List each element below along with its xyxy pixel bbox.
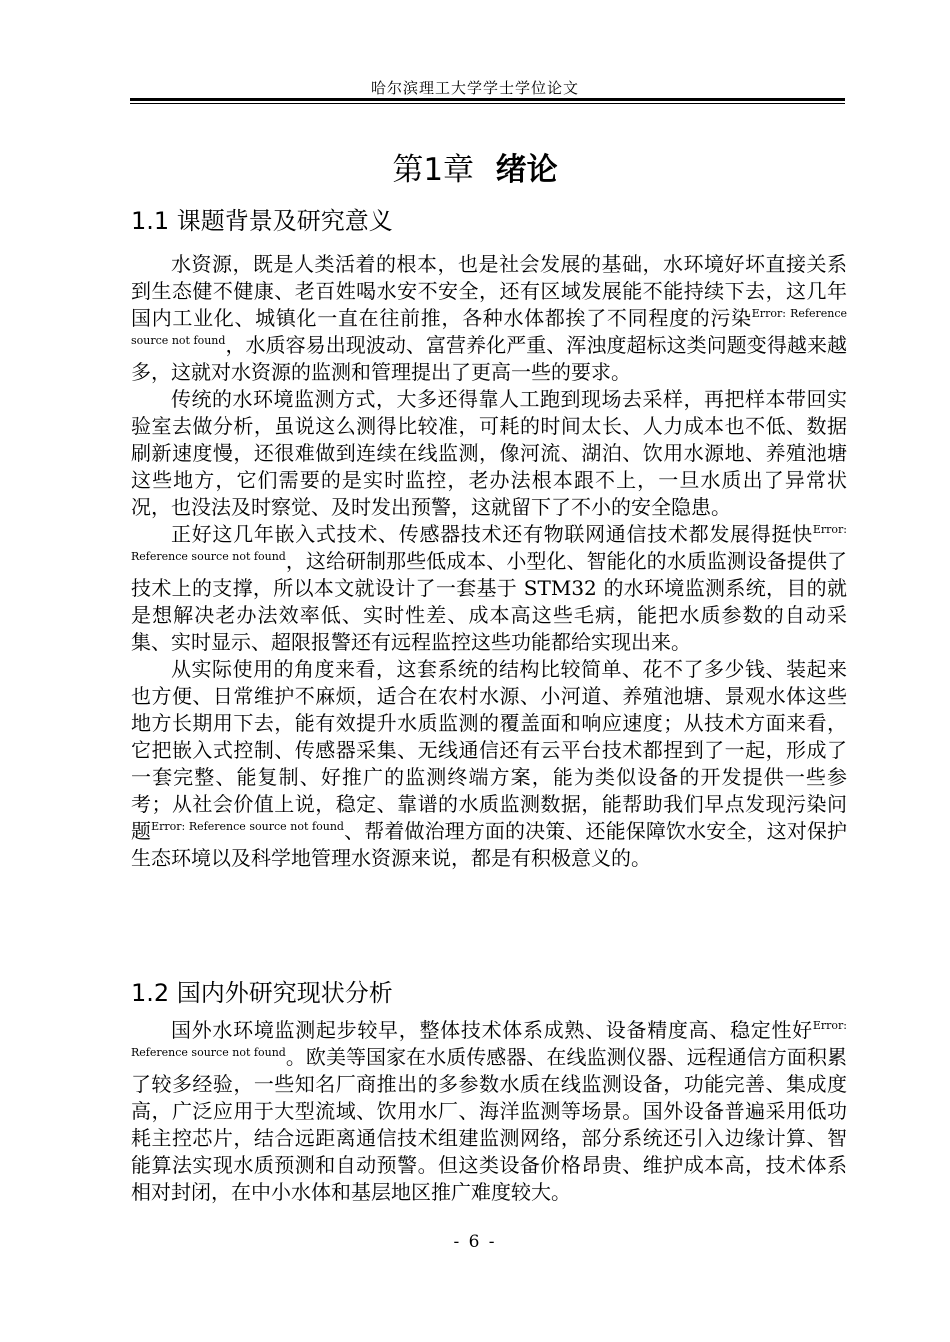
paragraph — [131, 656, 847, 872]
reference-error: Error: Reference source not found — [131, 523, 847, 563]
section-heading-1-1: 1.1 课题背景及研究意义 — [131, 207, 393, 235]
reference-error: Error: Reference source not found — [131, 307, 847, 347]
header-rule-thick — [130, 98, 845, 101]
paragraph-text: ，水质容易出现波动、富营养化严重、浑浊度超标这类问题变得越来越多，这就对水资源的监测和管理提出了更高一些的要求。 — [131, 333, 848, 384]
paragraph-text: 正好这几年嵌入式技术、传感器技术还有物联网通信技术都发展得挺快 — [171, 522, 813, 546]
paragraph-text: ，这给研制那些低成本、小型化、智能化的水质监测设备提供了技术上的支撑，所以本文就设计了一套基于 STM32 的水环境监测系统，目的就是想解决老办法效率低、实时性差、成本高这些毛病，能把水质参数的自动采集、实时显示、超限报警还有远程监控这些功能都给实现出来。 — [131, 549, 847, 654]
chapter-name: 绪论 — [495, 152, 558, 188]
paragraph-text: 。欧美等国家在水质传感器、在线监测仪器、远程通信方面积累了较多经验，一些知名厂商推出的多参数水质在线监测设备，功能完善、集成度高，广泛应用于大型流域、饮用水厂、海洋监测等场景。国外设备普遍采用低功耗主控芯片，结合远距离通信技术组建监测网络，部分系统还引入边缘计算、智能算法实现水质预测和自动预警。但这类设备价格昂贵、维护成本高，技术体系相对封闭，在中小水体和基层地区推广难度较大。 — [131, 1045, 847, 1204]
paragraph — [131, 251, 847, 386]
paragraph-text: 从实际使用的角度来看，这套系统的结构比较简单、花不了多少钱、装起来也方便、日常维护不麻烦，适合在农村水源、小河道、养殖池塘、景观水体这些地方长期用下去，能有效提升水质监测的覆盖面和响应速度；从技术方面来看，它把嵌入式控制、传感器采集、无线通信还有云平台技术都捏到了一起，形成了一套完整、能复制、好推广的监测终端方案，能为类似设备的开发提供一些参考；从社会价值上说，稳定、靠谱的水质监测数据，能帮助我们早点发现污染问题 — [131, 657, 847, 843]
paragraph-text: 国外水环境监测起步较早，整体技术体系成熟、设备精度高、稳定性好 — [171, 1018, 813, 1042]
paragraph — [131, 1017, 847, 1206]
paragraph-text: 、帮着做治理方面的决策、还能保障饮水安全，这对保护生态环境以及科学地管理水资源来说，都是有积极意义的。 — [131, 819, 848, 870]
chapter-number: 第1章 — [392, 152, 475, 188]
paragraph: 传统的水环境监测方式，大多还得靠人工跑到现场去采样，再把样本带回实验室去做分析，虽说这么测得比较准，可耗的时间太长、人力成本也不低、数据刷新速度慢，还很难做到连续在线监测，像河流、湖泊、饮用水源地、养殖池塘这些地方，它们需要的是实时监控，老办法根本跟不上，一旦水质出了异常状况，也没法及时察觉、及时发出预警，这就留下了不小的安全隐患。 — [131, 387, 847, 519]
paragraph-text: 水资源，既是人类活着的根本，也是社会发展的基础，水环境好坏直接关系到生态健不健康、老百姓喝水安不安全，还有区域发展能不能持续下去，这几年国内工业化、城镇化一直在往前推，各种水体都挨了不同程度的污染 — [131, 252, 847, 330]
section-1-1-body — [131, 251, 847, 872]
section-1-2-body — [131, 1017, 847, 1206]
paragraph — [131, 521, 847, 656]
section-heading-1-2: 1.2 国内外研究现状分析 — [131, 979, 393, 1007]
page-number: - 6 - — [453, 1232, 497, 1252]
header-rule-thin — [130, 103, 845, 104]
reference-error: Error: Reference source not found — [131, 1019, 847, 1059]
chapter-title — [0, 150, 950, 190]
reference-error: Error: Reference source not found — [151, 820, 344, 833]
running-header: 哈尔滨理工大学学士学位论文 — [370, 79, 579, 97]
